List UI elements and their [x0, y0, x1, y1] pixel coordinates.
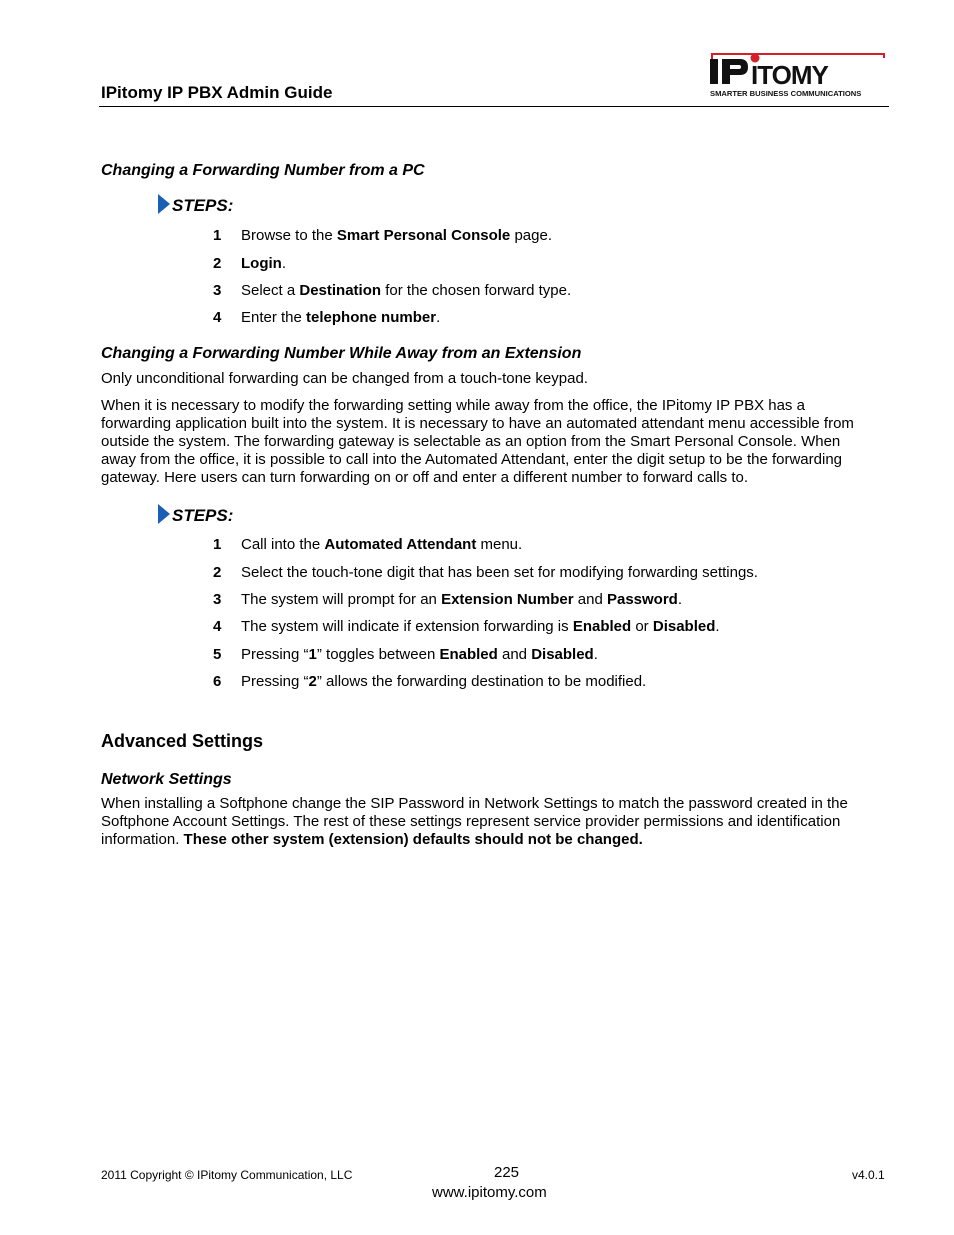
logo-tagline: SMARTER BUSINESS COMMUNICATIONS — [710, 89, 862, 98]
network-settings-paragraph — [101, 795, 891, 849]
footer-website: www.ipitomy.com — [432, 1184, 547, 1201]
step-number: 2 — [213, 255, 222, 272]
step-text: The system will prompt for an Extension Number and Password. — [241, 591, 683, 608]
step-text: Pressing “2” allows the forwarding destination to be modified. — [241, 673, 647, 690]
step-item — [213, 309, 813, 329]
step-item — [213, 646, 853, 666]
step-item — [213, 255, 813, 275]
network-settings-heading: Network Settings — [101, 771, 232, 788]
step-text: Enter the telephone number. — [241, 309, 441, 326]
step-item — [213, 673, 853, 693]
paragraph-line: away from the office, it is possible to call into the Automated Attendant, enter the digit setup to be the forwarding — [101, 451, 842, 468]
forwarding-paragraph — [101, 397, 891, 487]
footer-copyright: 2011 Copyright © IPitomy Communication, LLC — [101, 1168, 353, 1182]
steps-label: STEPS: — [172, 196, 234, 215]
arrow-right-icon — [158, 504, 170, 524]
step-text: Login. — [241, 255, 286, 272]
paragraph-line: forwarding application built into the system. It is necessary to have an automated attendant menu accessible from — [101, 415, 854, 432]
step-number: 4 — [213, 309, 222, 326]
paragraph-line: information. These other system (extension) defaults should not be changed. — [101, 831, 643, 848]
step-number: 2 — [213, 564, 222, 581]
step-number: 3 — [213, 591, 222, 608]
section-title-pc: Changing a Forwarding Number from a PC — [101, 162, 425, 179]
logo-wordmark: ITOMY — [751, 60, 828, 90]
step-text: Select the touch-tone digit that has been set for modifying forwarding settings. — [241, 564, 758, 581]
paragraph-line: gateway. Here users can turn forwarding on or off and enter a different number to forward calls to. — [101, 469, 749, 486]
step-item — [213, 591, 853, 611]
ipitomy-logo — [708, 50, 888, 100]
step-text: The system will indicate if extension forwarding is Enabled or Disabled. — [241, 618, 720, 635]
step-item — [213, 227, 813, 247]
header-divider — [99, 106, 889, 107]
document-title: IPitomy IP PBX Admin Guide — [101, 83, 333, 102]
section-title-away: Changing a Forwarding Number While Away from an Extension — [101, 345, 582, 362]
step-item — [213, 536, 853, 556]
advanced-settings-heading: Advanced Settings — [101, 731, 264, 751]
page-number: 225 — [494, 1164, 520, 1181]
intro-paragraph: Only unconditional forwarding can be changed from a touch-tone keypad. — [101, 370, 588, 387]
step-number: 6 — [213, 673, 222, 690]
paragraph-line: When it is necessary to modify the forwarding setting while away from the office, the IPitomy IP PBX has a — [101, 397, 805, 414]
step-number: 1 — [213, 227, 222, 244]
step-text: Pressing “1” toggles between Enabled and Disabled. — [241, 646, 598, 663]
paragraph-line: outside the system. The forwarding gateway is selectable as an option from the Smart Personal Console. When — [101, 433, 841, 450]
footer-version: v4.0.1 — [852, 1168, 885, 1182]
step-number: 5 — [213, 646, 222, 663]
step-number: 1 — [213, 536, 222, 553]
steps-heading-1 — [158, 194, 233, 216]
step-text: Call into the Automated Attendant menu. — [241, 536, 523, 553]
steps-heading-2 — [158, 504, 233, 526]
step-item — [213, 618, 853, 638]
step-number: 4 — [213, 618, 222, 635]
steps-label: STEPS: — [172, 506, 234, 525]
step-item — [213, 564, 853, 584]
step-text: Browse to the Smart Personal Console page. — [241, 227, 552, 244]
paragraph-line: When installing a Softphone change the SIP Password in Network Settings to match the password created in the — [101, 795, 848, 812]
step-item — [213, 282, 813, 302]
logo-graphic — [708, 50, 888, 100]
step-text: Select a Destination for the chosen forward type. — [241, 282, 572, 299]
paragraph-line: Softphone Account Settings. The rest of these settings represent service provider permissions and identification — [101, 813, 841, 830]
step-number: 3 — [213, 282, 222, 299]
arrow-right-icon — [158, 194, 170, 214]
